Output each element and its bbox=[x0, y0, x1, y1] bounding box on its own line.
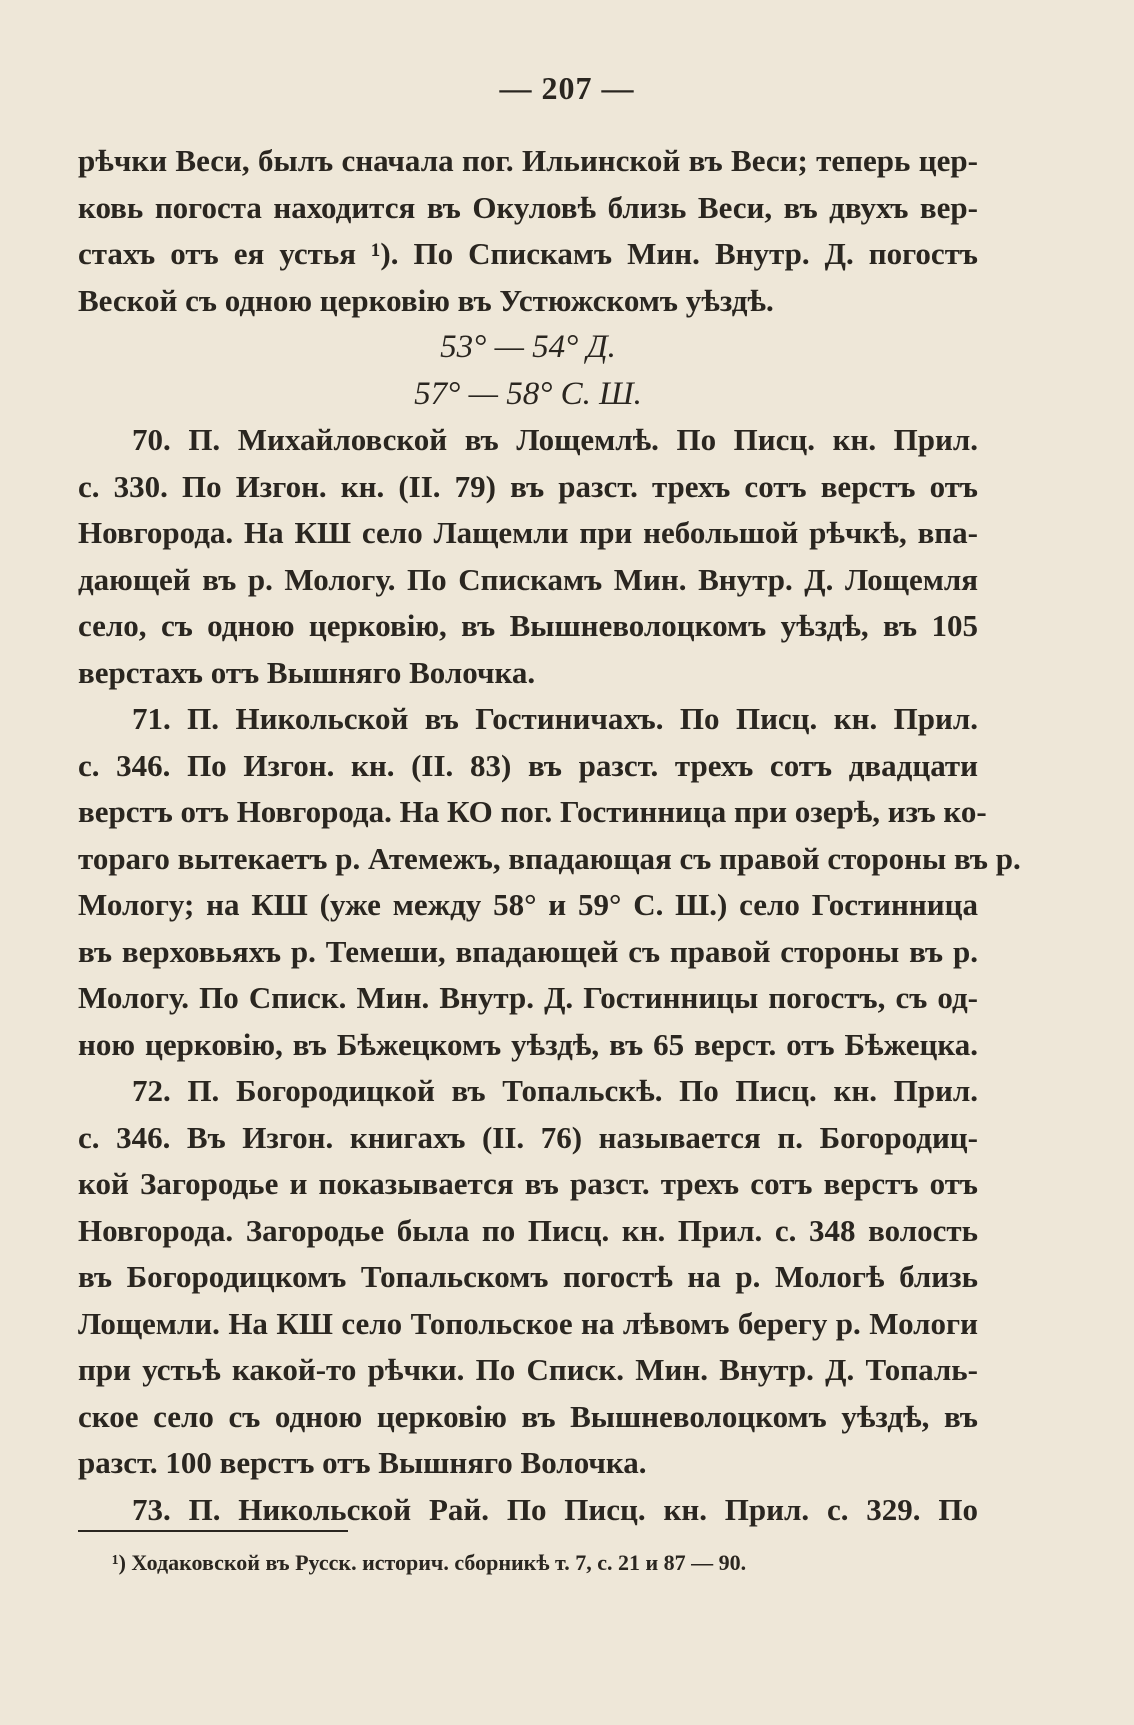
text-line: Мологу; на КШ (уже между 58° и 59° С. Ш.) село Гостинница bbox=[78, 887, 978, 922]
text-line: Лощемли. На КШ село Топольское на лѣвомъ берегу р. Мологи bbox=[78, 1305, 978, 1341]
body-text bbox=[78, 138, 1021, 1533]
text-line: рѣчки Веси, былъ сначала пог. Ильинской въ Веси; теперь цер- bbox=[78, 143, 978, 178]
footnote: ¹) Ходаковской въ Русск. историч. сборникѣ т. 7, с. 21 и 87 — 90. bbox=[112, 1550, 747, 1575]
coordinate-heading: 53° — 54° Д. bbox=[440, 329, 616, 365]
text-line: въ Богородицкомъ Топальскомъ погостѣ на р. Мологѣ близь bbox=[78, 1259, 978, 1294]
text-line: верстъ отъ Новгорода. На КО пог. Гостинница при озерѣ, изъ ко- bbox=[78, 794, 987, 829]
text-line: Веской съ одною церковію въ Устюжскомъ уѣздѣ. bbox=[78, 282, 774, 318]
text-line: верстахъ отъ Вышняго Волочка. bbox=[78, 654, 536, 690]
text-line: Мологу. По Списк. Мин. Внутр. Д. Гостинницы погостъ, съ од- bbox=[78, 980, 978, 1015]
text-line: с. 346. По Изгон. кн. (II. 83) въ разст. трехъ сотъ двадцати bbox=[78, 747, 978, 783]
page-number: — 207 — bbox=[499, 70, 635, 106]
text-line: с. 330. По Изгон. кн. (II. 79) въ разст. трехъ сотъ верстъ отъ bbox=[78, 468, 978, 504]
entry-heading-70: 70. П. Михайловской въ Лощемлѣ. По Писц. кн. Прил. bbox=[132, 422, 978, 457]
entry-heading-73: 73. П. Никольской Рай. По Писц. кн. Прил. с. 329. По bbox=[132, 1491, 978, 1527]
entry-heading-71: 71. П. Никольской въ Гостиничахъ. По Писц. кн. Прил. bbox=[132, 701, 978, 736]
text-line: ною церковію, въ Бѣжецкомъ уѣздѣ, въ 65 верст. отъ Бѣжецка. bbox=[78, 1026, 978, 1062]
text-line: ское село съ одною церковію въ Вышневолоцкомъ уѣздѣ, въ bbox=[78, 1398, 978, 1434]
text-line: кой Загородье и показывается въ разст. трехъ сотъ верстъ отъ bbox=[78, 1166, 978, 1201]
text-line: Новгорода. Загородье была по Писц. кн. Прил. с. 348 волость bbox=[78, 1212, 978, 1248]
text-line: ковь погоста находится въ Окуловѣ близь Веси, въ двухъ вер- bbox=[78, 189, 978, 225]
text-line: Новгорода. На КШ село Лащемли при небольшой рѣчкѣ, впа- bbox=[78, 515, 978, 550]
text-line: с. 346. Въ Изгон. книгахъ (II. 76) называется п. Богородиц- bbox=[78, 1119, 978, 1155]
footnote-rule bbox=[78, 1530, 348, 1532]
text-line: стахъ отъ ея устья ¹). По Спискамъ Мин. Внутр. Д. погостъ bbox=[78, 236, 978, 271]
text-line: въ верховьяхъ р. Темеши, впадающей съ правой стороны въ р. bbox=[78, 933, 978, 969]
coordinate-heading: 57° — 58° С. Ш. bbox=[414, 375, 642, 412]
entry-heading-72: 72. П. Богородицкой въ Топальскѣ. По Писц. кн. Прил. bbox=[132, 1073, 978, 1108]
text-line: село, съ одною церковію, въ Вышневолоцкомъ уѣздѣ, въ 105 bbox=[78, 608, 978, 643]
text-line: тораго вытекаетъ р. Атемежъ, впадающая съ правой стороны въ р. bbox=[78, 840, 1021, 876]
text-line: дающей въ р. Мологу. По Спискамъ Мин. Внутр. Д. Лощемля bbox=[78, 561, 978, 597]
text-line: при устьѣ какой-то рѣчки. По Списк. Мин. Внутр. Д. Топаль- bbox=[78, 1352, 978, 1387]
text-line: разст. 100 верстъ отъ Вышняго Волочка. bbox=[78, 1445, 647, 1480]
